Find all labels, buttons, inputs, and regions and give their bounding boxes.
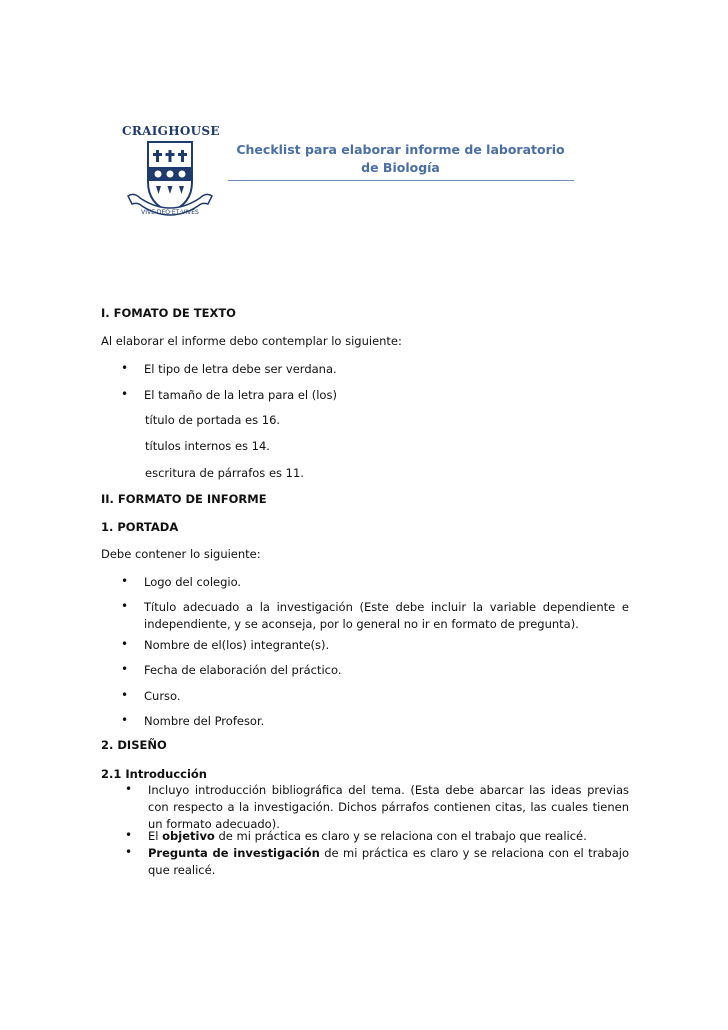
- section-heading-report-format: II. FORMATO DE INFORME: [101, 492, 267, 506]
- objective-keyword: objetivo: [162, 829, 215, 843]
- bullet-icon: •: [125, 845, 133, 859]
- school-logo: [122, 124, 218, 224]
- bullet-icon: •: [121, 662, 129, 676]
- subsection-heading-cover: 1. PORTADA: [101, 520, 179, 534]
- bullet-icon: •: [121, 574, 129, 588]
- bullet-icon: •: [121, 713, 129, 727]
- document-title: [228, 141, 573, 177]
- title-line-1: Checklist para elaborar informe de laboratorio: [236, 142, 565, 157]
- sub-item: título de portada es 16.: [145, 413, 281, 427]
- sub-item: escritura de párrafos es 11.: [145, 466, 304, 480]
- title-line-2: de Biología: [361, 160, 440, 175]
- bullet-icon: •: [121, 637, 129, 651]
- subsection-heading-introduction: 2.1 Introducción: [101, 767, 207, 781]
- logo-motto: VIVE·DEO·ET·VIVES: [141, 209, 199, 216]
- bullet-icon: •: [121, 599, 129, 613]
- bullet-icon: •: [125, 782, 133, 796]
- subsection-intro: Debe contener lo siguiente:: [101, 547, 261, 561]
- bullet-icon: •: [121, 688, 129, 702]
- section-heading-design: 2. DISEÑO: [101, 738, 167, 752]
- section-heading-text-format: I. FOMATO DE TEXTO: [101, 306, 236, 320]
- bullet-icon: •: [121, 387, 129, 401]
- bullet-icon: •: [121, 361, 129, 375]
- bullet-icon: •: [125, 828, 133, 842]
- title-divider: [228, 180, 574, 181]
- research-question-keyword: Pregunta de investigación: [148, 846, 320, 860]
- logo-brand: CRAIGHOUSE: [122, 124, 220, 138]
- section-intro: Al elaborar el informe debo contemplar lo siguiente:: [101, 334, 402, 348]
- sub-item: títulos internos es 14.: [145, 439, 270, 453]
- crest-icon: [122, 138, 218, 224]
